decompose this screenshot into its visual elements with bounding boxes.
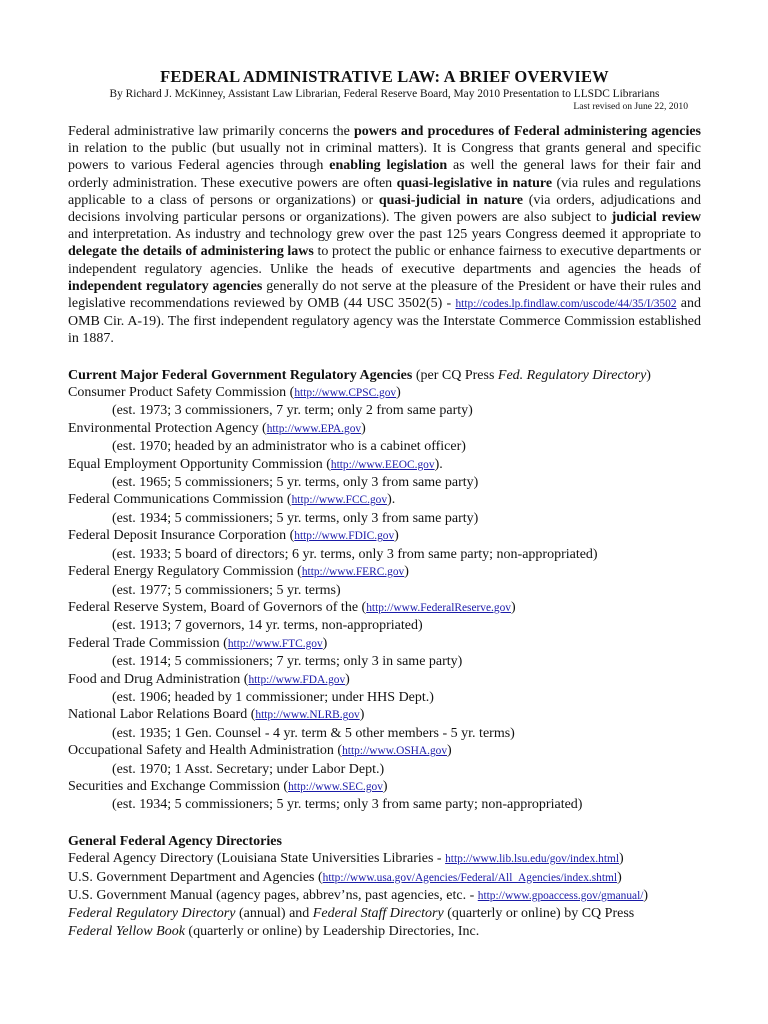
agencies-heading: Current Major Federal Government Regulatory Agencies (per CQ Press Fed. Regulatory Directory) bbox=[68, 367, 651, 383]
agency-name: National Labor Relations Board ( bbox=[68, 707, 256, 723]
agency-detail: (est. 1973; 3 commissioners, 7 yr. term; only 2 from same party) bbox=[112, 403, 473, 419]
byline: By Richard J. McKinney, Assistant Law Librarian, Federal Reserve Board, May 2010 Presentation to LLSDC Librarians bbox=[109, 88, 660, 100]
agency-link[interactable]: http://www.FCC.gov bbox=[291, 494, 388, 507]
agency-entry: Federal Communications Commission (http://www.FCC.gov). (est. 1934; 5 commissioners; 5 yr. terms, only 3 from same party) bbox=[68, 491, 701, 527]
agency-detail: (est. 1934; 5 commissioners; 5 yr. terms, only 3 from same party) bbox=[112, 510, 479, 526]
agency-name: Securities and Exchange Commission ( bbox=[68, 778, 289, 794]
agency-detail: (est. 1914; 5 commissioners; 7 yr. terms; only 3 in same party) bbox=[112, 654, 463, 670]
agency-detail: (est. 1977; 5 commissioners; 5 yr. terms) bbox=[112, 582, 341, 598]
agency-name: Equal Employment Opportunity Commission ( bbox=[68, 456, 331, 472]
agency-link[interactable]: http://www.FTC.gov bbox=[227, 637, 323, 650]
agency-link[interactable]: http://www.EPA.gov bbox=[266, 422, 362, 435]
agency-link[interactable]: http://www.NLRB.gov bbox=[255, 709, 360, 722]
agency-name: Occupational Safety and Health Administration ( bbox=[68, 743, 343, 759]
agency-name: Federal Energy Regulatory Commission ( bbox=[68, 564, 302, 580]
agency-entry: Federal Energy Regulatory Commission (http://www.FERC.gov) (est. 1977; 5 commissioners; 5 yr. terms) bbox=[68, 563, 701, 599]
agency-entry: National Labor Relations Board (http://www.NLRB.gov) (est. 1935; 1 Gen. Counsel - 4 yr. term & 5 other members - 5 yr. terms) bbox=[68, 706, 701, 742]
page-title: FEDERAL ADMINISTRATIVE LAW: A BRIEF OVERVIEW bbox=[160, 67, 609, 86]
agency-name: Food and Drug Administration ( bbox=[68, 671, 249, 687]
revision-date: Last revised on June 22, 2010 bbox=[573, 101, 688, 112]
agency-entry: Food and Drug Administration (http://www.FDA.gov) (est. 1906; headed by 1 commissioner; under HHS Dept.) bbox=[68, 671, 701, 707]
agency-link[interactable]: http://www.FDIC.gov bbox=[294, 530, 395, 543]
agency-detail: (est. 1934; 5 commissioners; 5 yr. terms; only 3 from same party; non-appropriated) bbox=[112, 797, 583, 813]
agency-name: Federal Trade Commission ( bbox=[68, 635, 228, 651]
agency-link[interactable]: http://www.CPSC.gov bbox=[294, 387, 397, 400]
agency-link[interactable]: http://www.EEOC.gov bbox=[330, 458, 435, 471]
agency-link[interactable]: http://www.FDA.gov bbox=[248, 673, 346, 686]
intro-paragraph: Federal administrative law primarily concerns the powers and procedures of Federal administering agencies in relation to the public (but usually not in criminal matters). It is Congress that grants general and specific powers to various Federal agencies through enabling legislation as well the general laws for their fair and orderly administration. These executive powers are often quasi-legislative in nature (via rules and regulations applicable to a class of persons or organizations) or quasi-judicial in nature (via orders, adjudications and decisions involving particular persons or organizations). The given powers are also subject to judicial review and interpretation. As industry and technology grew over the past 125 years Congress deemed it appropriate to delegate the details of administering laws to protect the public or enhance fairness to executive departments or independent regulatory agencies. Unlike the heads of executive departments and agencies the heads of independent regulatory agencies generally do not serve at the pleasure of the President or have their rules and legislative recommendations reviewed by OMB (44 USC 3502(5) - http://codes.lp.findlaw.com/uscode/44/35/I/3502 and OMB Cir. A-19). The first independent regulatory agency was the Interstate Commerce Commission established in 1887. bbox=[68, 124, 701, 347]
yellow-book-line: Federal Yellow Book (quarterly or online) by Leadership Directories, Inc. bbox=[68, 923, 480, 939]
agency-entry: Consumer Product Safety Commission (http://www.CPSC.gov) (est. 1973; 3 commissioners, 7 yr. term; only 2 from same party) bbox=[68, 384, 701, 420]
directory-link[interactable]: http://www.usa.gov/Agencies/Federal/All_Agencies/index.shtml bbox=[322, 871, 618, 884]
document-page bbox=[68, 68, 701, 940]
agencies-section bbox=[68, 367, 701, 814]
agency-detail: (est. 1970; headed by an administrator who is a cabinet officer) bbox=[112, 439, 466, 455]
directory-link[interactable]: http://www.lib.lsu.edu/gov/index.html bbox=[445, 853, 620, 866]
agency-detail: (est. 1935; 1 Gen. Counsel - 4 yr. term & 5 other members - 5 yr. terms) bbox=[112, 725, 515, 741]
agency-detail: (est. 1970; 1 Asst. Secretary; under Labor Dept.) bbox=[112, 761, 385, 777]
agency-name: Federal Deposit Insurance Corporation ( bbox=[68, 528, 295, 544]
agency-entry: Occupational Safety and Health Administration (http://www.OSHA.gov) (est. 1970; 1 Asst. Secretary; under Labor Dept.) bbox=[68, 742, 701, 778]
directory-link[interactable]: http://www.gpoaccess.gov/gmanual/ bbox=[477, 890, 644, 903]
directories-heading: General Federal Agency Directories bbox=[68, 833, 282, 849]
agency-link[interactable]: http://www.FederalReserve.gov bbox=[366, 601, 511, 614]
agency-name: Federal Reserve System, Board of Governors of the ( bbox=[68, 599, 367, 615]
uscode-link[interactable]: http://codes.lp.findlaw.com/uscode/44/35/I/3502 bbox=[455, 298, 677, 311]
agency-detail: (est. 1913; 7 governors, 14 yr. terms, non-appropriated) bbox=[112, 618, 423, 634]
directories-section bbox=[68, 833, 701, 940]
agency-entry: Securities and Exchange Commission (http://www.SEC.gov) (est. 1934; 5 commissioners; 5 yr. terms; only 3 from same party; non-appropriated) bbox=[68, 778, 701, 814]
directory-line: U.S. Government Department and Agencies (http://www.usa.gov/Agencies/Federal/All_Agencies/index.shtml) bbox=[68, 869, 622, 885]
directory-line: Federal Agency Directory (Louisiana State Universities Libraries - http://www.lib.lsu.edu/gov/index.html) bbox=[68, 851, 624, 867]
agency-name: Federal Communications Commission ( bbox=[68, 492, 292, 508]
cq-press-line: Federal Regulatory Directory (annual) and Federal Staff Directory (quarterly or online) by CQ Press bbox=[68, 906, 635, 922]
agency-name: Environmental Protection Agency ( bbox=[68, 420, 267, 436]
agency-link[interactable]: http://www.OSHA.gov bbox=[342, 745, 448, 758]
agency-entry: Federal Reserve System, Board of Governors of the (http://www.FederalReserve.gov) (est. 1913; 7 governors, 14 yr. terms, non-appropriated) bbox=[68, 599, 701, 635]
agency-detail: (est. 1933; 5 board of directors; 6 yr. terms, only 3 from same party; non-appropriated) bbox=[112, 546, 598, 562]
agency-name: Consumer Product Safety Commission ( bbox=[68, 385, 295, 401]
directory-line: U.S. Government Manual (agency pages, abbrev’ns, past agencies, etc. - http://www.gpoaccess.gov/gmanual/) bbox=[68, 888, 649, 904]
agency-link[interactable]: http://www.SEC.gov bbox=[288, 780, 383, 793]
agency-entry: Environmental Protection Agency (http://www.EPA.gov) (est. 1970; headed by an administrator who is a cabinet officer) bbox=[68, 420, 701, 456]
agency-entry: Federal Deposit Insurance Corporation (http://www.FDIC.gov) (est. 1933; 5 board of directors; 6 yr. terms, only 3 from same party; non-appropriated) bbox=[68, 527, 701, 563]
agency-link[interactable]: http://www.FERC.gov bbox=[301, 566, 405, 579]
agency-detail: (est. 1965; 5 commissioners; 5 yr. terms, only 3 from same party) bbox=[112, 475, 479, 491]
agency-detail: (est. 1906; headed by 1 commissioner; under HHS Dept.) bbox=[112, 689, 434, 705]
agency-entry: Equal Employment Opportunity Commission (http://www.EEOC.gov). (est. 1965; 5 commissioners; 5 yr. terms, only 3 from same party) bbox=[68, 456, 701, 492]
agency-entry: Federal Trade Commission (http://www.FTC.gov) (est. 1914; 5 commissioners; 7 yr. terms; only 3 in same party) bbox=[68, 635, 701, 671]
